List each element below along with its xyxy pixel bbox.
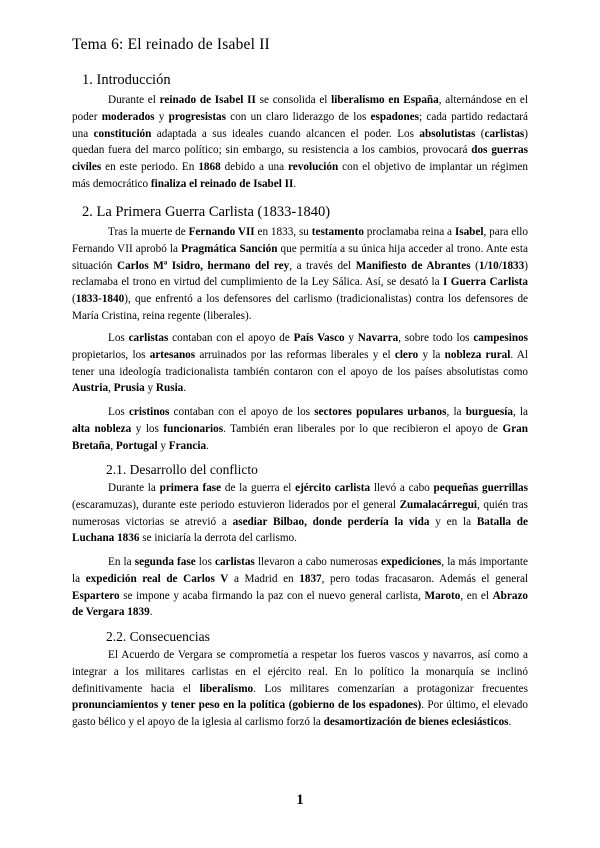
bold-text-run: funcionarios (163, 422, 224, 435)
text-run: en este periodo. En (101, 161, 199, 174)
paragraph-primera-fase (72, 480, 528, 547)
text-run: arruinados por las reformas liberales y el (195, 348, 395, 361)
text-run: y (154, 110, 169, 123)
text-run: contaban con el apoyo de (168, 332, 294, 344)
text-run: y la (418, 348, 445, 361)
bold-text-run: 1833-1840 (75, 293, 125, 306)
bold-text-run: espadones (370, 110, 420, 123)
text-run: contaban con el apoyo de los (169, 406, 315, 418)
text-run: ( (470, 259, 479, 272)
text-run: , (110, 439, 116, 452)
bold-text-run: primera fase (159, 482, 222, 494)
text-run: de la guerra el (221, 482, 296, 494)
bold-text-run: Gran Bretaña (72, 422, 528, 452)
paragraph-guerra-intro (72, 224, 528, 325)
bold-text-run: Francia (168, 439, 207, 452)
bold-text-run: liberalismo (199, 682, 254, 695)
text-run: ( (475, 127, 485, 140)
text-run: ) reclamaba el trono en virtud del cumplimiento de la Ley Sálica. Así, se desató la (72, 259, 528, 289)
text-run: que permitía a su única hija acceder al trono. Ante esta situación (72, 242, 528, 272)
text-run: ; cada partido redactará una (72, 110, 529, 140)
text-run: . (149, 606, 153, 619)
bold-text-run: 1/10/1833 (478, 259, 525, 272)
text-run: , quién tras numerosas victorias se atrevió a (72, 498, 528, 528)
text-run: , alternándose en el poder (72, 94, 528, 123)
bold-text-run: Portugal (115, 439, 158, 452)
subsection-heading-consecuencias: 2.2. Consecuencias (106, 629, 210, 644)
paragraph-cristinos (72, 404, 528, 454)
text-run: En la (108, 556, 135, 568)
bold-text-run: Carlos Mª Isidro, hermano del rey (116, 259, 290, 272)
page-number: 1 (296, 792, 304, 808)
bold-text-run: constitución (93, 127, 152, 140)
text-run: , (108, 382, 114, 395)
bold-text-run: Isabel (454, 226, 484, 238)
paragraph-introduccion (72, 92, 528, 193)
bold-text-run: expediciones (380, 556, 442, 568)
text-run: y (157, 439, 169, 452)
text-run: propietarios, los (72, 348, 150, 361)
text-run: llevaron a cabo numerosas (254, 556, 381, 568)
bold-text-run: revolución (288, 161, 339, 174)
bold-text-run: progresistas (168, 110, 226, 123)
text-run: los (195, 556, 215, 568)
bold-text-run: Manifiesto de Abrantes (355, 259, 471, 272)
text-run: adaptada a sus ideales cuando alcancen el poder. Los (151, 127, 420, 140)
bold-text-run: carlistas (128, 332, 169, 344)
bold-text-run: Maroto (424, 589, 461, 602)
bold-text-run: País Vasco (293, 332, 345, 344)
bold-text-run: Austria (72, 382, 109, 395)
bold-text-run: Prusia (113, 382, 145, 395)
bold-text-run: Pragmática Sanción (181, 242, 278, 255)
bold-text-run: ejército carlista (295, 482, 371, 494)
bold-text-run: Espartero (72, 589, 120, 602)
bold-text-run: Zumalacárregui (399, 498, 478, 511)
paragraph-carlistas (72, 330, 528, 397)
bold-text-run: pequeñas guerrillas (433, 482, 528, 494)
text-run: (escaramuzas), durante este periodo estuvieron liderados por el general (72, 498, 400, 511)
bold-text-run: burguesía (465, 406, 513, 418)
text-run: ) quedan fuera del marco político; sin embargo, su resistencia a los cambios, provocará (72, 127, 529, 157)
bold-text-run: Rusia (155, 382, 184, 395)
text-run: , en el (460, 589, 493, 602)
bold-text-run: I Guerra Carlista (442, 276, 528, 289)
text-run: , la (446, 406, 466, 418)
bold-text-run: desamortización de bienes eclesiásticos (323, 716, 509, 729)
paragraph-segunda-fase (72, 554, 528, 621)
text-run: , pero todas fracasaron. Además el general (321, 572, 529, 585)
text-run: , la más importante la (72, 556, 529, 585)
text-run: Durante el (108, 94, 160, 106)
text-run: en 1833, su (254, 226, 312, 238)
text-run: debido a una (220, 161, 289, 174)
text-run: y en la (429, 515, 477, 528)
text-run: y (344, 332, 358, 344)
text-run: Los (108, 332, 129, 344)
bold-text-run: alta nobleza (72, 422, 132, 435)
bold-text-run: campesinos (473, 332, 529, 344)
text-run: Los (108, 406, 129, 418)
bold-text-run: liberalismo en España (331, 94, 439, 106)
text-run: proclamaba reina a (363, 226, 455, 238)
section-heading-primera-guerra-carlista: 2. La Primera Guerra Carlista (1833-1840) (82, 204, 331, 220)
text-run: El Acuerdo de Vergara se comprometía a respetar los fueros vascos y navarros, así como a integrar a los militares carlistas en el ejército real. En lo político la monarquía se inclinó definitivamente hacia el (72, 649, 528, 695)
subsection-heading-desarrollo: 2.1. Desarrollo del conflicto (106, 462, 258, 477)
bold-text-run: carlistas (484, 127, 525, 140)
bold-text-run: Fernando VII (188, 226, 255, 238)
bold-text-run: 1837 (299, 572, 322, 585)
text-run: llevó a cabo (370, 482, 434, 494)
bold-text-run: 1868 (198, 161, 221, 174)
text-run: con un claro liderazgo de los (226, 110, 371, 123)
bold-text-run: clero (394, 348, 419, 361)
text-run: . También eran liberales por lo que recibieron el apoyo de (223, 422, 503, 435)
document-title: Tema 6: El reinado de Isabel II (72, 36, 270, 53)
text-run: . Por último, el elevado gasto bélico y el apoyo de la iglesia al carlismo forzó la (72, 699, 528, 729)
bold-text-run: moderados (101, 110, 155, 123)
text-run: . Los militares comenzarían a protagonizar frecuentes (253, 682, 528, 695)
paragraph-consecuencias (72, 647, 528, 731)
text-run: , sobre todo los (398, 332, 474, 344)
text-run: ( (72, 293, 76, 306)
bold-text-run: artesanos (149, 348, 196, 361)
text-run: y los (131, 422, 164, 435)
bold-text-run: nobleza rural (444, 348, 511, 361)
bold-text-run: Abrazo de Vergara 1839 (72, 589, 528, 619)
text-run: Durante la (108, 482, 160, 494)
bold-text-run: pronunciamientos y tener peso en la política (gobierno de los espadones) (72, 699, 422, 712)
text-run: ), que enfrentó a los defensores del carlismo (tradicionalistas) contra los defensores de María Cristina, reina regente (liberales). (72, 293, 528, 322)
text-run: . (293, 177, 297, 190)
bold-text-run: absolutistas (419, 127, 476, 140)
text-run: Tras la muerte de (108, 226, 189, 238)
bold-text-run: testamento (311, 226, 364, 238)
text-run: se consolida el (255, 94, 332, 106)
text-run: , la (512, 406, 529, 418)
bold-text-run: finaliza el reinado de Isabel II (150, 177, 294, 190)
text-run: . (206, 439, 209, 452)
text-run: se iniciaría la derrota del carlismo. (139, 532, 297, 545)
text-run: y (144, 382, 156, 395)
text-run: se impone y acaba firmando la paz con el nuevo general carlista, (119, 589, 425, 602)
bold-text-run: sectores populares urbanos (314, 406, 447, 418)
text-run: . (183, 382, 187, 395)
bold-text-run: dos guerras civiles (72, 144, 528, 174)
bold-text-run: expedición real de Carlos V (85, 572, 229, 585)
bold-text-run: reinado de Isabel II (159, 94, 256, 106)
bold-text-run: Batalla de Luchana 1836 (72, 515, 528, 545)
section-heading-introduccion: 1. Introducción (82, 72, 171, 88)
text-run: , para ello Fernando VII aprobó la (72, 226, 529, 255)
bold-text-run: asediar Bilbao, donde perdería la vida (232, 515, 430, 528)
text-run: . (508, 716, 512, 729)
text-run: con el objetivo de implantar un régimen más democrático (72, 161, 528, 190)
text-run: , a través del (289, 259, 356, 272)
bold-text-run: carlistas (215, 556, 255, 568)
bold-text-run: segunda fase (134, 556, 196, 568)
bold-text-run: cristinos (128, 406, 170, 418)
text-run: . Al tener una ideología tradicionalista también contaron con el apoyo de los países absolutistas como (72, 348, 528, 378)
text-run: a Madrid en (228, 572, 300, 585)
bold-text-run: Navarra (357, 332, 399, 344)
